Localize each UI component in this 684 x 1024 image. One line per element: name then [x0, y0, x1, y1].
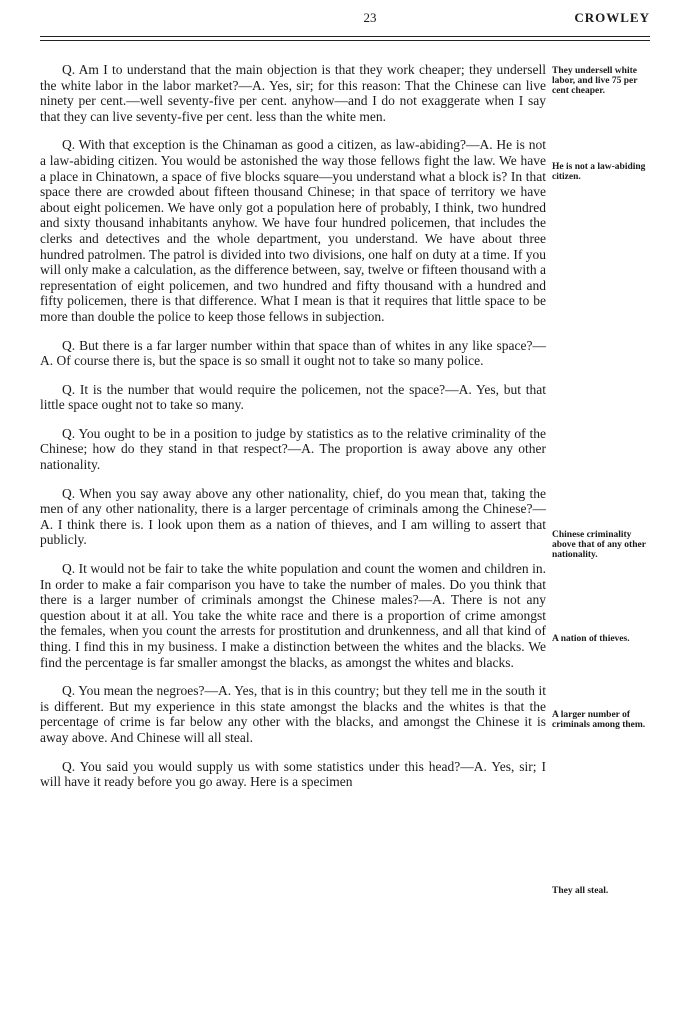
page-number: 23 — [363, 10, 377, 25]
margin-note: A nation of thieves. — [552, 634, 630, 644]
paragraph: Q. When you say away above any other nationality, chief, do you mean that, taking the men of any other nationality, there is a larger percentage of criminals among the Chinese?—A. I think there is. I look upon them as a nation of thieves, and I am willing to assert that publicly. — [40, 485, 546, 548]
margin-note: They all steal. — [552, 886, 609, 896]
paragraph: Q. You said you would supply us with some statistics under this head?—A. Yes, sir; I will have it ready before you go away. Here is a specimen — [40, 758, 546, 790]
header-rule — [40, 36, 650, 37]
paragraph: Q. You ought to be in a position to judge by statistics as to the relative criminality of the Chinese; how do they stand in that respect?—A. The proportion is away above any other nationality. — [40, 425, 546, 473]
paragraph: Q. It would not be fair to take the white population and count the women and children in. In order to make a fair comparison you have to take the number of males. Do you think that there is a larger number of criminals amongst the Chinese males?—A. There is not any question about it at all. You take the white race and there is a proportion of crime amongst the females, when you count the arrests for prostitution and drunkenness, and all that kind of thing. I find this in my business. I make a distinction between the whites and the blacks. We find the percentage is far smaller amongst the blacks, as amongst the whites and blacks. — [40, 561, 546, 670]
paragraph: Q. You mean the negroes?—A. Yes, that is in this country; but they tell me in the south it is different. But my experience in this state amongst the blacks and the whites is that the percentage of crime is far below any other with the blacks, and amongst the Chinese it is away above. And Chinese will all steal. — [40, 683, 546, 745]
margin-note: Chinese criminality above that of any other nationality. — [552, 530, 646, 560]
margin-note: He is not a law-abiding citizen. — [552, 162, 646, 182]
paragraph: Q. But there is a far larger number within that space than of whites in any like space?—A. Of course there is, but the space is so small it ought not to take so many police. — [40, 337, 546, 369]
running-title: CROWLEY — [574, 10, 650, 25]
paragraph: Q. It is the number that would require the policemen, not the space?—A. Yes, but that little space ought not to take so many. — [40, 381, 546, 413]
header-rule-double — [40, 40, 650, 41]
paragraph: Q. Am I to understand that the main objection is that they work cheaper; they undersell the white labor in the labor market?—A. Yes, sir; for this reason: That the Chinese can live ninety per cent.—well seventy-five per cent. anyhow—and I do not exaggerate when I say that they can live seventy-five per cent. less than the white men. — [40, 62, 546, 124]
main-text — [40, 62, 546, 803]
margin-note: They undersell white labor, and live 75 per cent cheaper. — [552, 66, 638, 96]
page-header — [40, 10, 650, 34]
paragraph: Q. With that exception is the Chinaman as good a citizen, as law-abiding?—A. He is not a law-abiding citizen. You would be astonished the way those fellows fight the law. We have a place in Chinatown, a space of five blocks square—you understand what a block is? In that space there are crowded about fifteen thousand Chinese; in that space of territory we have about eight policemen. We have only got a population here of probably, I think, two hundred and sixty thousand inhabitants anyhow. We have four hundred policemen, that includes the clerks and detectives and the whole department, you understand. We have about three hundred patrolmen. The patrol is divided into two divisions, one half on duty at a time. If you will only make a calculation, as the difference between, say, twelve or fifteen thousand with a representation of eight policemen, and two hundred and fifty thousand with a hundred and fifty policemen, there is that difference. What I mean is that it requires that little space to be more than double the police to keep those fellows in subjection. — [40, 137, 546, 324]
margin-note: A larger number of criminals among them. — [552, 710, 646, 730]
